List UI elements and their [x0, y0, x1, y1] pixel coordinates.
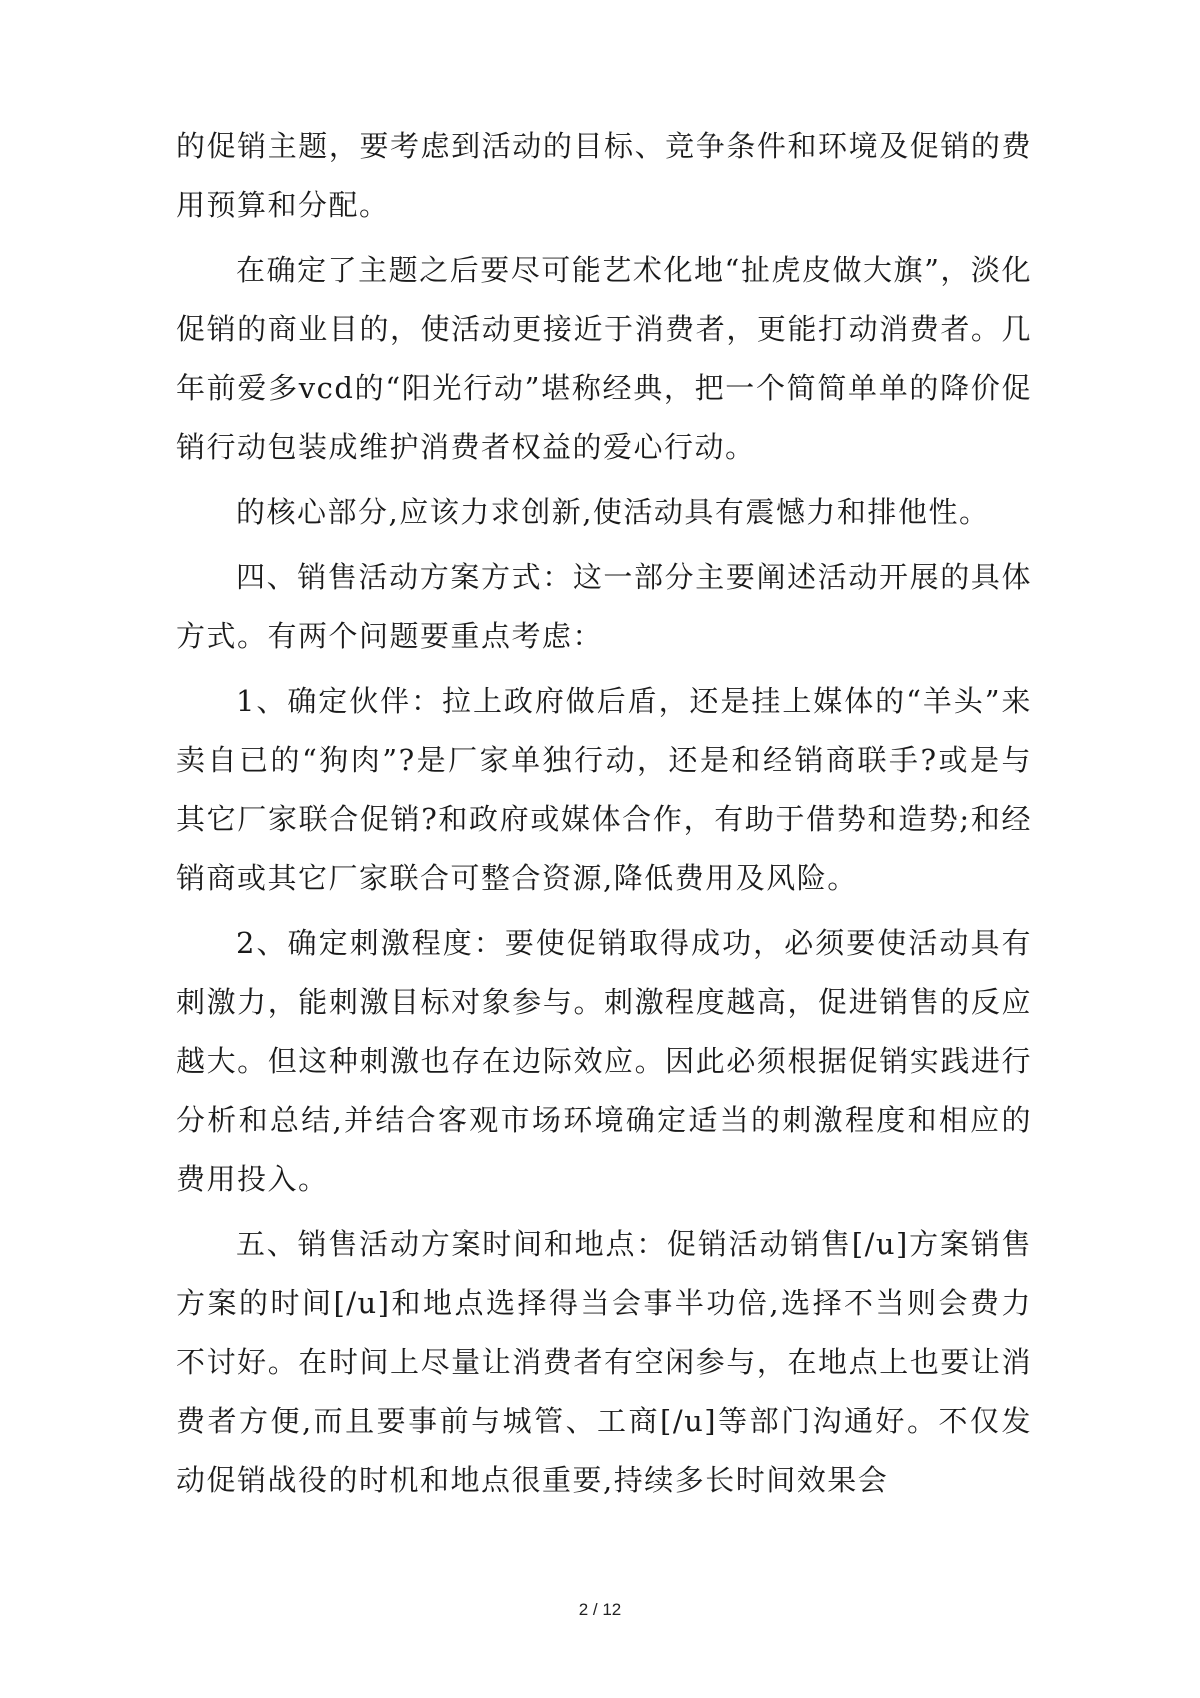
paragraph-6: 2、确定刺激程度：要使促销取得成功，必须要使活动具有刺激力，能刺激目标对象参与。刺激程度越高，促进销售的反应越大。但这种刺激也存在边际效应。因此必须根据促销实践进行分析和总结,并结合客观市场环境确定适当的刺激程度和相应的费用投入。 [176, 926, 1032, 1196]
page-number: 2 / 12 [578, 1600, 622, 1619]
paragraph-3: 的核心部分,应该力求创新,使活动具有震憾力和排他性。 [236, 495, 990, 529]
paragraph-5: 1、确定伙伴：拉上政府做后盾，还是挂上媒体的“羊头”来卖自已的“狗肉”?是厂家单独行动，还是和经销商联手?或是与其它厂家联合促销?和政府或媒体合作，有助于借势和造势;和经销商或其它厂家联合可整合资源,降低费用及风险。 [176, 684, 1032, 895]
paragraph-2: 在确定了主题之后要尽可能艺术化地“扯虎皮做大旗”，淡化促销的商业目的，使活动更接近于消费者，更能打动消费者。几年前爱多vcd的“阳光行动”堪称经典，把一个简简单单的降价促销行动包装成维护消费者权益的爱心行动。 [176, 253, 1032, 464]
paragraph-1: 的促销主题，要考虑到活动的目标、竞争条件和环境及促销的费用预算和分配。 [176, 129, 1032, 222]
paragraph-7: 五、销售活动方案时间和地点：促销活动销售[/u]方案销售方案的时间[/u]和地点选择得当会事半功倍,选择不当则会费力不讨好。在时间上尽量让消费者有空闲参与，在地点上也要让消费者方便,而且要事前与城管、工商[/u]等部门沟通好。不仅发动促销战役的时机和地点很重要,持续多长时间效果会 [176, 1227, 1032, 1497]
body-text [176, 117, 1032, 1516]
paragraph-4: 四、销售活动方案方式：这一部分主要阐述活动开展的具体方式。有两个问题要重点考虑： [176, 560, 1032, 653]
